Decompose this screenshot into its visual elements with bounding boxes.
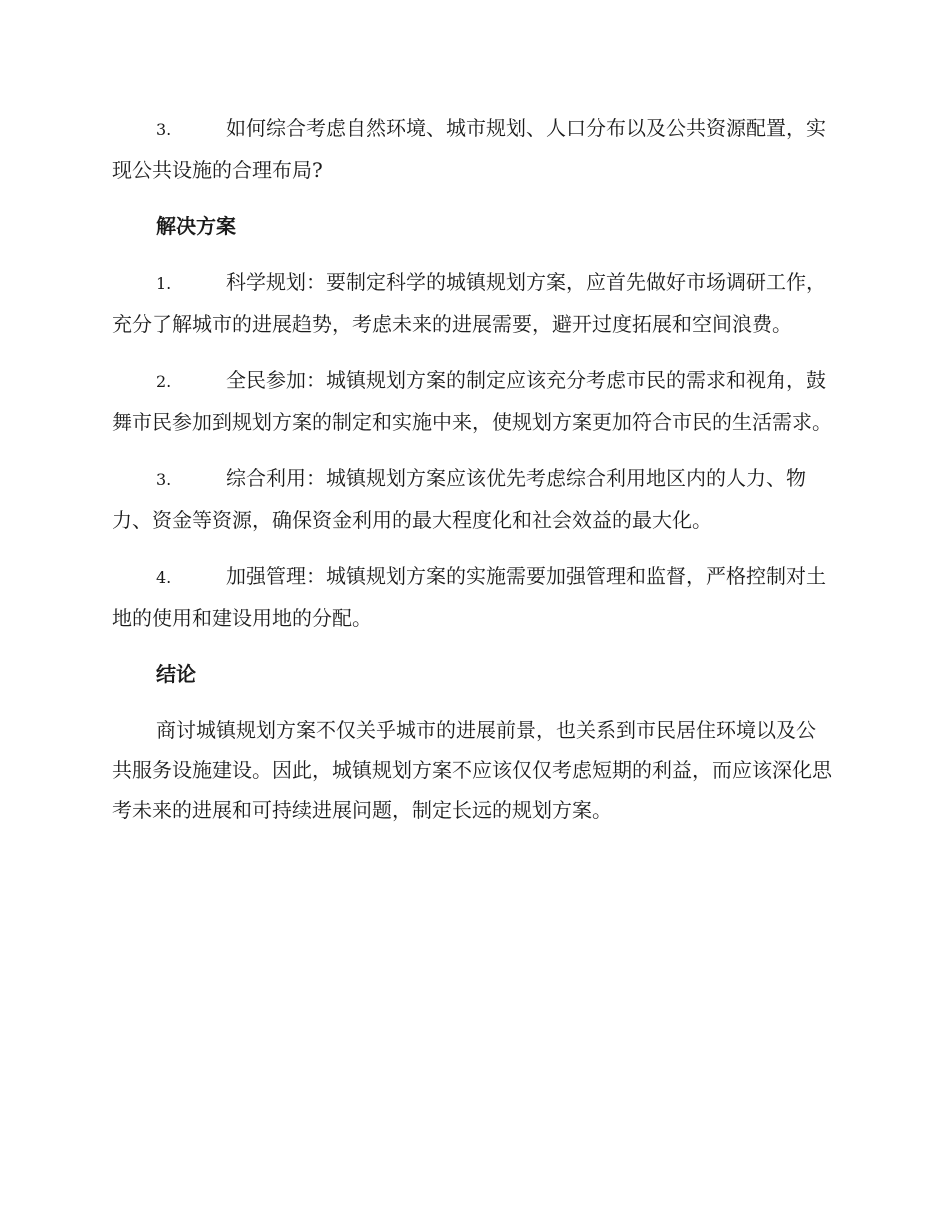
list-number: 2. <box>156 372 172 391</box>
solution-item-3 <box>112 458 834 540</box>
solution-item-4 <box>112 556 834 638</box>
list-number: 1. <box>156 274 172 293</box>
section-heading-solutions: 解决方案 <box>156 214 236 238</box>
document-page <box>112 108 834 830</box>
solution-item-1 <box>112 262 834 344</box>
list-item-text: 加强管理：城镇规划方案的实施需要加强管理和监督，严格控制对土地的使用和建设用地的分配。 <box>112 564 826 630</box>
section-heading-conclusion: 结论 <box>156 662 196 686</box>
conclusion-paragraph: 商讨城镇规划方案不仅关乎城市的进展前景，也关系到市民居住环境以及公共服务设施建设。因此，城镇规划方案不应该仅仅考虑短期的利益，而应该深化思考未来的进展和可持续进展问题，制定长远的规划方案。 <box>112 718 832 822</box>
problem-item-3 <box>112 108 834 190</box>
list-item-text: 如何综合考虑自然环境、城市规划、人口分布以及公共资源配置，实现公共设施的合理布局? <box>112 116 826 182</box>
solution-item-2 <box>112 360 834 442</box>
list-number: 3. <box>156 470 172 489</box>
list-item-text: 综合利用：城镇规划方案应该优先考虑综合利用地区内的人力、物力、资金等资源，确保资金利用的最大程度化和社会效益的最大化。 <box>112 466 806 532</box>
list-item-text: 科学规划：要制定科学的城镇规划方案，应首先做好市场调研工作，充分了解城市的进展趋势，考虑未来的进展需要，避开过度拓展和空间浪费。 <box>112 270 826 336</box>
list-item-text: 全民参加：城镇规划方案的制定应该充分考虑市民的需求和视角，鼓舞市民参加到规划方案的制定和实施中来，使规划方案更加符合市民的生活需求。 <box>112 368 832 434</box>
list-number: 3. <box>156 120 172 139</box>
list-number: 4. <box>156 568 172 587</box>
